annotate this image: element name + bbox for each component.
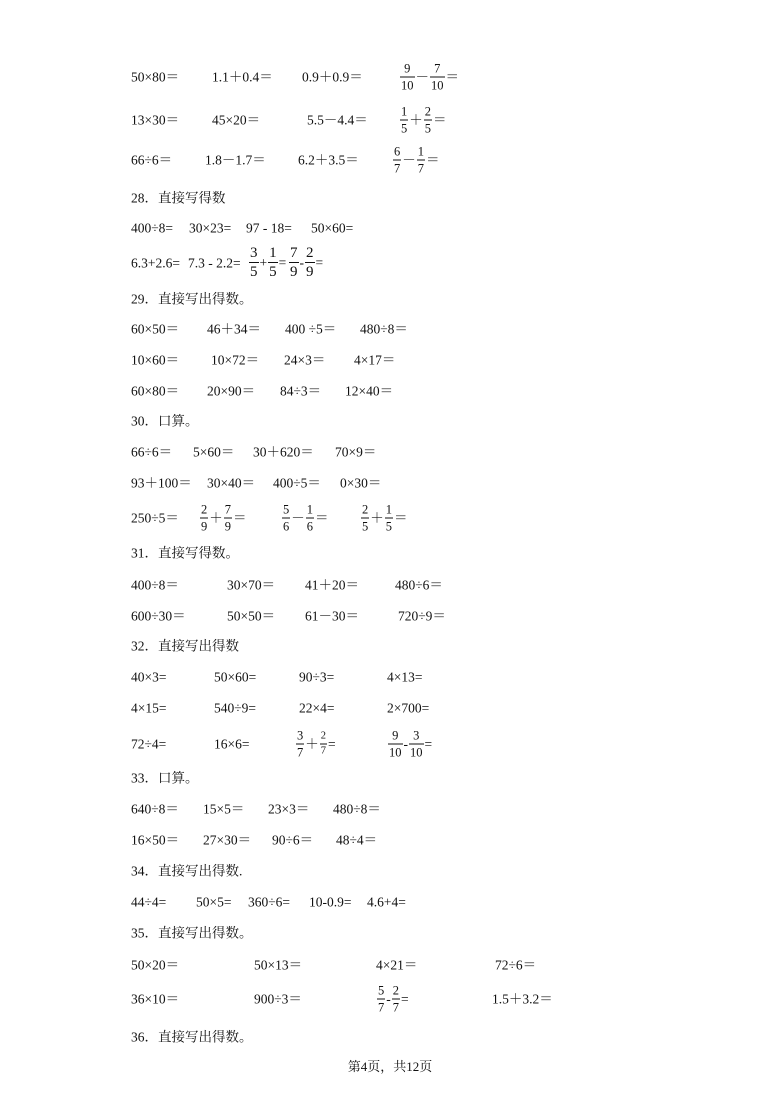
fraction-denominator: 5: [424, 121, 431, 135]
math-problem: 480÷8＝: [360, 321, 408, 337]
fraction-denominator: 10: [431, 78, 444, 92]
question-heading: 33．口算。: [131, 770, 199, 786]
fraction: [392, 985, 400, 1014]
math-problem: 60×50＝: [131, 321, 180, 337]
math-problem: 22×4=: [299, 700, 335, 716]
math-problem: 84÷3＝: [280, 383, 322, 399]
fraction-numerator: 1: [417, 144, 424, 159]
math-problem: 90÷6＝: [272, 832, 314, 848]
fraction-denominator: 5: [385, 519, 392, 533]
math-problem: 50×20＝: [131, 957, 180, 973]
math-problem: 5×60＝: [193, 444, 235, 460]
math-problem: 16×50＝: [131, 832, 180, 848]
math-problem: 46＋34＝: [207, 321, 261, 337]
math-problem: 2×700=: [387, 700, 430, 716]
fraction: [289, 246, 299, 280]
math-problem: 4×17＝: [354, 352, 396, 368]
fraction: [409, 730, 424, 759]
fraction-numerator: 5: [283, 502, 290, 517]
fraction: [200, 504, 208, 533]
question-heading: 34．直接写出得数.: [131, 863, 243, 879]
fraction: [417, 146, 425, 175]
operator: =: [424, 736, 433, 752]
fraction-numerator: 1: [269, 245, 277, 261]
math-problem: 15×5＝: [203, 801, 245, 817]
math-problem: [392, 146, 440, 175]
fraction-denominator: 5: [250, 264, 258, 280]
fraction-numerator: 3: [409, 730, 424, 745]
fraction-numerator: 2: [320, 732, 327, 745]
math-problem: 400÷8=: [131, 220, 174, 236]
operator: =: [315, 255, 324, 271]
operator: ＋: [409, 112, 423, 128]
math-problem: 66÷6＝: [131, 444, 173, 460]
fraction: [282, 504, 290, 533]
math-problem: 97 - 18=: [246, 220, 292, 236]
math-problem: 1.1＋0.4＝: [212, 69, 273, 85]
fraction: [361, 504, 369, 533]
fraction-numerator: 7: [290, 245, 298, 261]
fraction-denominator: 10: [410, 745, 423, 759]
math-problem: 400 ÷5＝: [285, 321, 337, 337]
fraction-denominator: 7: [392, 1000, 399, 1014]
fraction-denominator: 5: [401, 121, 408, 135]
math-problem: 600÷30＝: [131, 608, 186, 624]
math-problem: 540÷9=: [214, 700, 257, 716]
math-problem: 10×60＝: [131, 352, 180, 368]
fraction-numerator: 2: [424, 104, 431, 119]
math-problem: 1.8－1.7＝: [205, 152, 266, 168]
math-problem: [281, 504, 329, 533]
math-problem: 12×40＝: [345, 383, 394, 399]
fraction: [400, 106, 408, 135]
math-problem: 30×40＝: [207, 475, 256, 491]
fraction: [377, 985, 385, 1014]
fraction: [296, 730, 304, 759]
math-problem: 50×50＝: [227, 608, 276, 624]
math-problem: 4×15=: [131, 700, 167, 716]
math-problem: 30＋620＝: [253, 444, 314, 460]
fraction: [268, 246, 278, 280]
math-problem: 1.5＋3.2＝: [492, 991, 553, 1007]
operator: －: [291, 510, 305, 526]
question-heading: 35．直接写出得数。: [131, 925, 253, 941]
fraction-numerator: 2: [201, 502, 208, 517]
fraction-numerator: 2: [306, 245, 314, 261]
fraction-denominator: 9: [224, 519, 231, 533]
operator: －: [415, 69, 429, 85]
math-problem: 4.6+4=: [367, 894, 406, 910]
fraction-numerator: 3: [250, 245, 258, 261]
math-problem: [288, 246, 323, 280]
fraction-denominator: 6: [283, 519, 290, 533]
math-problem: [387, 730, 432, 759]
fraction: [224, 504, 232, 533]
fraction-denominator: 7: [320, 745, 326, 756]
math-problem: 0.9＋0.9＝: [302, 69, 363, 85]
math-problem: 36×10＝: [131, 991, 180, 1007]
math-problem: 480÷8＝: [333, 801, 381, 817]
math-problem: 360÷6=: [248, 894, 291, 910]
page-footer: 第4页，共12页: [347, 1059, 433, 1074]
question-heading: 28．直接写得数: [131, 190, 226, 206]
math-problem: 480÷6＝: [395, 577, 443, 593]
operator: ＝: [426, 152, 440, 168]
math-problem: 50×5=: [196, 894, 232, 910]
fraction-numerator: 3: [297, 728, 304, 743]
operator: =: [328, 736, 336, 752]
fraction: [393, 146, 401, 175]
math-problem: 16×6=: [214, 736, 250, 752]
math-problem: 48÷4＝: [336, 832, 378, 848]
math-problem: 44÷4=: [131, 894, 167, 910]
math-problem: 23×3＝: [268, 801, 310, 817]
operator: ＋: [305, 736, 319, 752]
math-problem: 41＋20＝: [305, 577, 359, 593]
math-problem: 20×90＝: [207, 383, 256, 399]
math-problem: 50×13＝: [254, 957, 303, 973]
fraction-numerator: 7: [430, 63, 445, 78]
math-problem: [399, 63, 459, 92]
math-problem: 5.5－4.4＝: [307, 112, 368, 128]
math-problem: 27×30＝: [203, 832, 252, 848]
math-problem: [360, 504, 408, 533]
math-problem: 90÷3=: [299, 669, 335, 685]
math-problem: 50×60=: [214, 669, 257, 685]
fraction-numerator: 2: [392, 983, 399, 998]
math-problem: 400÷5＝: [273, 475, 321, 491]
fraction: [385, 504, 393, 533]
fraction-numerator: 9: [388, 730, 403, 745]
fraction-numerator: 1: [306, 502, 313, 517]
fraction-denominator: 9: [306, 264, 314, 280]
math-problem: 4×13=: [387, 669, 423, 685]
fraction-denominator: 7: [394, 161, 401, 175]
operator: -: [299, 255, 304, 271]
math-problem: 40×3=: [131, 669, 167, 685]
fraction-denominator: 5: [269, 264, 277, 280]
operator: -: [386, 991, 391, 1007]
operator: ＝: [233, 510, 247, 526]
math-problem: 45×20＝: [212, 112, 261, 128]
math-problem: 7.3 - 2.2=: [188, 255, 241, 271]
fraction-denominator: 5: [362, 519, 369, 533]
math-problem: 30×70＝: [227, 577, 276, 593]
math-problem: 900÷3＝: [254, 991, 302, 1007]
fraction-numerator: 9: [400, 63, 415, 78]
fraction: [306, 504, 314, 533]
fraction-numerator: 1: [401, 104, 408, 119]
operator: +: [259, 255, 268, 271]
fraction: [388, 730, 403, 759]
fraction-denominator: 6: [306, 519, 313, 533]
operator: ＝: [445, 69, 459, 85]
math-problem: 6.3+2.6=: [131, 255, 180, 271]
fraction-denominator: 7: [417, 161, 424, 175]
math-problem: 61－30＝: [305, 608, 359, 624]
operator: －: [402, 152, 416, 168]
operator: -: [403, 736, 408, 752]
fraction: [305, 246, 315, 280]
question-heading: 36．直接写出得数。: [131, 1029, 253, 1045]
math-problem: [295, 730, 336, 759]
fraction-numerator: 7: [224, 502, 231, 517]
question-heading: 29．直接写出得数。: [131, 291, 253, 307]
fraction: [400, 63, 415, 92]
operator: ＝: [433, 112, 447, 128]
operator: =: [278, 255, 287, 271]
fraction-denominator: 7: [378, 1000, 385, 1014]
math-problem: 6.2＋3.5＝: [298, 152, 359, 168]
math-problem: 4×21＝: [376, 957, 418, 973]
fraction: [430, 63, 445, 92]
math-problem: 60×80＝: [131, 383, 180, 399]
math-problem: 10×72＝: [211, 352, 260, 368]
fraction: [424, 106, 432, 135]
math-problem: 13×30＝: [131, 112, 180, 128]
operator: ＝: [394, 510, 408, 526]
math-problem: 30×23=: [189, 220, 232, 236]
fraction-denominator: 10: [389, 745, 402, 759]
fraction: [320, 732, 327, 757]
fraction-denominator: 10: [401, 78, 414, 92]
fraction-denominator: 9: [201, 519, 208, 533]
operator: =: [401, 991, 409, 1007]
fraction-numerator: 6: [394, 144, 401, 159]
math-problem: [399, 106, 447, 135]
math-problem: 50×60=: [311, 220, 354, 236]
math-problem: [199, 504, 247, 533]
operator: ＋: [370, 510, 384, 526]
math-problem: 93＋100＝: [131, 475, 192, 491]
math-problem: 0×30＝: [340, 475, 382, 491]
math-problem: 10-0.9=: [309, 894, 352, 910]
math-problem: [376, 985, 409, 1014]
question-heading: 31．直接写得数。: [131, 545, 239, 561]
question-heading: 30．口算。: [131, 413, 199, 429]
math-problem: 72÷4=: [131, 736, 167, 752]
math-problem: 72÷6＝: [495, 957, 537, 973]
math-problem: 66÷6＝: [131, 152, 173, 168]
math-problem: 24×3＝: [284, 352, 326, 368]
math-problem: 640÷8＝: [131, 801, 179, 817]
math-problem: 50×80＝: [131, 69, 180, 85]
fraction-denominator: 7: [297, 745, 304, 759]
fraction-numerator: 2: [362, 502, 369, 517]
operator: ＋: [209, 510, 223, 526]
fraction: [249, 246, 259, 280]
fraction-numerator: 5: [378, 983, 385, 998]
operator: ＝: [315, 510, 329, 526]
fraction-numerator: 1: [385, 502, 392, 517]
math-problem: 70×9＝: [335, 444, 377, 460]
math-problem: 250÷5＝: [131, 510, 179, 526]
fraction-denominator: 9: [290, 264, 298, 280]
math-problem: 400÷8＝: [131, 577, 179, 593]
question-heading: 32．直接写出得数: [131, 638, 239, 654]
math-problem: 720÷9＝: [398, 608, 446, 624]
math-problem: [248, 246, 286, 280]
